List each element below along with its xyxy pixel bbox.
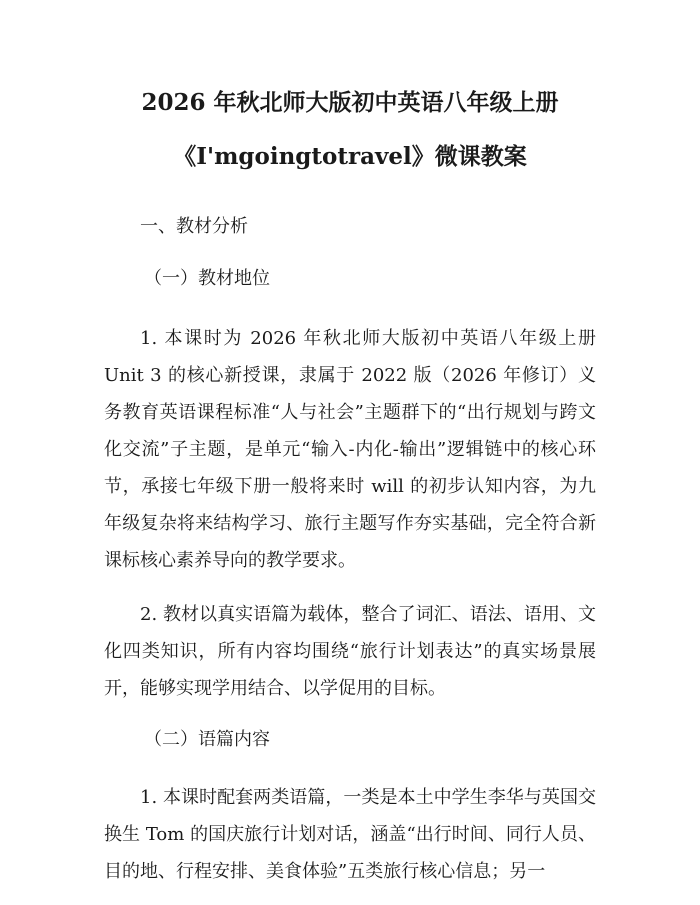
subsection-heading-content: （二）语篇内容 [144,729,270,750]
subsection-heading-position: （一）教材地位 [144,268,270,289]
paragraph-2: 2. 教材以真实语篇为载体，整合了词汇、语法、语用、文化四类知识，所有内容均围绕“旅行计划表达”的真实场景展开，能够实现学用结合、以学促用的目标。 [104,604,596,699]
paragraph-1: 1. 本课时为 2026 年秋北师大版初中英语八年级上册 Unit 3 的核心新授课，隶属于 2022 版（2026 年修订）义务教育英语课程标准“人与社会”主题群下的“出行规划与跨文化交流”子主题，是单元“输入-内化-输出”逻辑链中的核心环节，承接七年级下册一般将来时 will 的初步认知内容，为九年级复杂将来结构学习、旅行主题写作夯实基础，完全符合新课标核心素养导向的教学要求。 [104,328,596,571]
document-title-line-2: 《I'mgoingtotravel》微课教案 [173,143,527,170]
document-title-line-1: 2026 年秋北师大版初中英语八年级上册 [141,89,559,116]
paragraph-3: 1. 本课时配套两类语篇，一类是本土中学生李华与英国交换生 Tom 的国庆旅行计划对话，涵盖“出行时间、同行人员、目的地、行程安排、美食体验”五类旅行核心信息；另一 [104,787,596,882]
section-heading-analysis: 一、教材分析 [140,216,248,237]
